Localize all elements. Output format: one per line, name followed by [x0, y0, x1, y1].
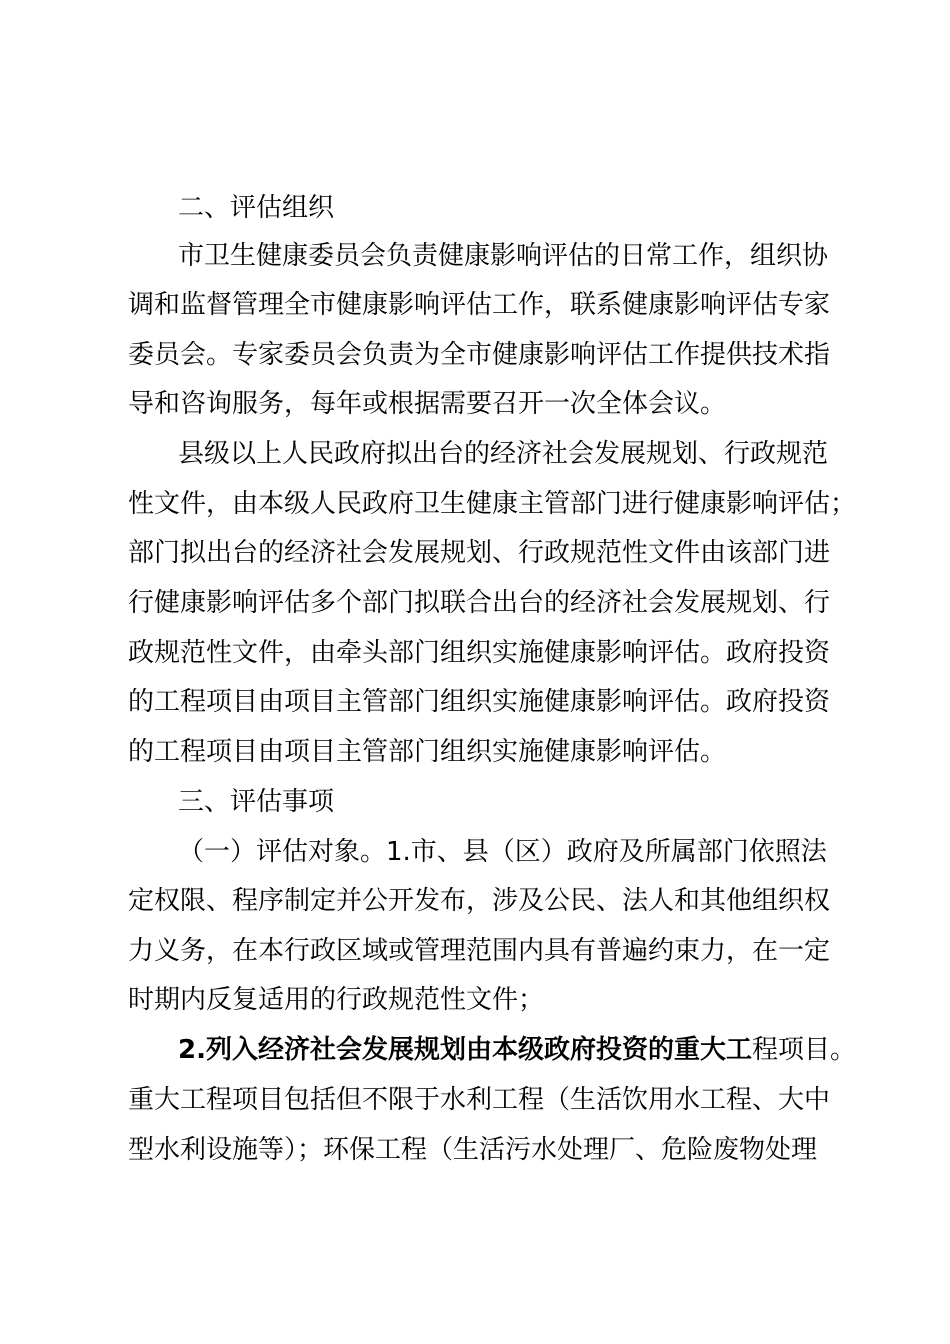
paragraph-line: 的工程项目由项目主管部门组织实施健康影响评估。: [128, 737, 727, 767]
paragraph-line: （一）评估对象。1.市、县（区）政府及所属部门依照法: [178, 837, 827, 867]
section-heading: 三、评估事项: [178, 787, 335, 817]
paragraph-line: 导和咨询服务，每年或根据需要召开一次全体会议。: [128, 389, 727, 419]
paragraph-line: 市卫生健康委员会负责健康影响评估的日常工作，组织协: [178, 241, 829, 271]
regular-text: 程项目。: [751, 1035, 856, 1065]
bold-text: 2.列入经济社会发展规划由本级政府投资的重大工: [178, 1035, 752, 1065]
paragraph-line: 县级以上人民政府拟出台的经济社会发展规划、行政规范: [178, 439, 829, 469]
paragraph-line: 重大工程项目包括但不限于水利工程（生活饮用水工程、大中: [128, 1085, 831, 1115]
paragraph-line: [178, 1034, 856, 1066]
paragraph-line: 部门拟出台的经济社会发展规划、行政规范性文件由该部门进: [128, 538, 831, 568]
paragraph-line: 时期内反复适用的行政规范性文件；: [128, 985, 545, 1015]
paragraph-line: 的工程项目由项目主管部门组织实施健康影响评估。政府投资: [128, 687, 831, 717]
paragraph-line: 调和监督管理全市健康影响评估工作，联系健康影响评估专家: [128, 290, 831, 320]
paragraph-line: 政规范性文件，由牵头部门组织实施健康影响评估。政府投资: [128, 638, 831, 668]
paragraph-line: 行健康影响评估多个部门拟联合出台的经济社会发展规划、行: [128, 588, 831, 618]
paragraph-line: 力义务，在本行政区域或管理范围内具有普遍约束力，在一定: [128, 936, 831, 966]
paragraph-line: 委员会。专家委员会负责为全市健康影响评估工作提供技术指: [128, 340, 831, 370]
paragraph-line: 性文件，由本级人民政府卫生健康主管部门进行健康影响评估；: [128, 489, 857, 519]
section-heading: 二、评估组织: [178, 193, 335, 223]
paragraph-line: 型水利设施等）；环保工程（生活污水处理厂、危险废物处理: [128, 1135, 818, 1165]
paragraph-line: 定权限、程序制定并公开发布，涉及公民、法人和其他组织权: [128, 886, 831, 916]
